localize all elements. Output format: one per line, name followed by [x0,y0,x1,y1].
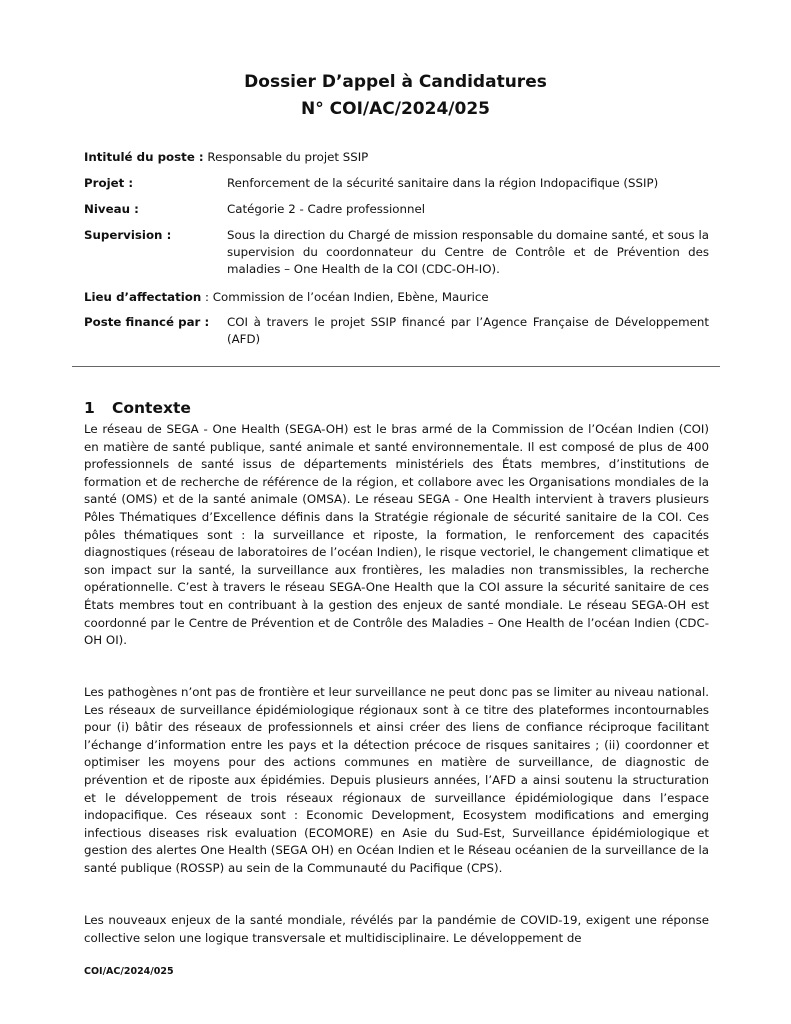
paragraph: Les nouveaux enjeux de la santé mondiale, révélés par la pandémie de COVID-19, exigent une réponse collective selon une logique transversale et multidisciplinaire. Le développement de [84,913,709,945]
document-reference-number: N° COI/AC/2024/025 [301,99,490,119]
meta-row-niveau [84,201,709,218]
meta-label-finance: Poste financé par : [84,315,210,329]
meta-separator-lieu: : [205,290,210,304]
footer-reference: COI/AC/2024/025 [84,966,174,977]
meta-label-niveau: Niveau : [84,202,139,216]
section-title: Contexte [112,399,191,417]
document-title: Dossier D’appel à Candidatures [244,72,547,92]
meta-row-supervision [84,227,709,276]
paragraph: Les pathogènes n’ont pas de frontière et leur surveillance ne peut donc pas se limiter au niveau national. Les réseaux de surveillance épidémiologique régionaux sont à ce titre des plateformes incontournables pour (i) bâtir des réseaux de professionnels et ainsi créer des liens de confiance réciproque facilitant l’échange d’information entre les pays et la détection précoce de risques sanitaires ; (ii) coordonner et optimiser les moyens pour des actions communes en matière de surveillance, de diagnostic de prévention et de riposte aux épidémies. Depuis plusieurs années, l’AFD a ainsi soutenu la structuration et le développement de trois réseaux régionaux de surveillance épidémiologique dans l’espace indopacifique. Ces réseaux sont : Economic Development, Ecosystem modifications and emerging infectious diseases risk evaluation (ECOMORE) en Asie du Sud-Est, Surveillance épidémiologique et gestion des alertes One Health (SEGA OH) en Océan Indien et le Réseau océanien de la surveillance de la santé publique (ROSSP) au sein de la Communauté du Pacifique (CPS). [84,685,709,875]
meta-value-supervision: Sous la direction du Chargé de mission responsable du domaine santé, et sous la supervision du coordonnateur du Centre de Contrôle et de Prévention des maladies – One Health de la COI (CDC-OH-IO). [227,228,709,276]
section-heading [84,399,191,417]
meta-label-projet: Projet : [84,176,134,190]
meta-value-intitule: Responsable du projet SSIP [207,150,369,164]
meta-row-intitule [84,149,709,166]
meta-row-projet [84,175,709,192]
meta-value-niveau: Catégorie 2 - Cadre professionnel [227,202,425,216]
meta-value-finance: COI à travers le projet SSIP financé par l’Agence Française de Développement (AFD) [227,315,709,346]
paragraph: Le réseau de SEGA - One Health (SEGA-OH) est le bras armé de la Commission de l’Océan Indien (COI) en matière de santé publique, santé animale et santé environnementale. Il est composé de plus de 400 professionnels de santé issus de départements ministériels des États membres, d’institutions de formation et de recherche de référence de la région, et collabore avec les Organisations mondiales de la santé (OMS) et de la santé animale (OMSA). Le réseau SEGA - One Health intervient à travers plusieurs Pôles Thématiques d’Excellence définis dans la Stratégie régionale de sécurité sanitaire de la COI. Ces pôles thématiques sont : la surveillance et riposte, la formation, le renforcement des capacités diagnostiques (réseau de laboratoires de l’océan Indien), le risque vectoriel, le changement climatique et son impact sur la santé, la surveillance aux frontières, les maladies non transmissibles, la recherche opérationnelle. C’est à travers le réseau SEGA-One Health que la COI assure la sécurité sanitaire de ces États membres tout en contribuant à la gestion des enjeux de santé mondiale. Le réseau SEGA-OH est coordonné par le Centre de Prévention et de Contrôle des Maladies – One Health de l’océan Indien (CDC-OH OI). [84,422,709,648]
meta-label-lieu: Lieu d’affectation [84,290,202,304]
section-number: 1 [84,399,95,417]
meta-label-intitule: Intitulé du poste : [84,150,204,164]
meta-row-lieu [84,289,709,306]
meta-value-projet: Renforcement de la sécurité sanitaire dans la région Indopacifique (SSIP) [227,176,659,190]
meta-row-finance [84,314,709,346]
meta-label-supervision: Supervision : [84,228,172,242]
meta-value-lieu: Commission de l’océan Indien, Ebène, Maurice [212,290,489,304]
section-divider [72,366,720,367]
